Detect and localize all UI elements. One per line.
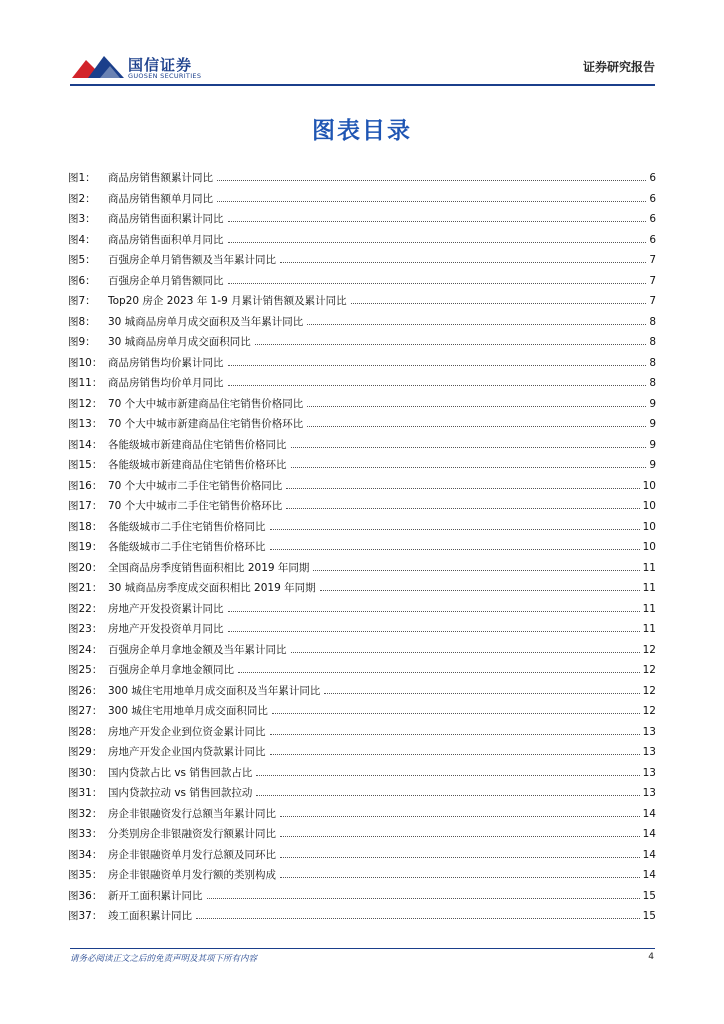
toc-entry-page: 10 [642,479,656,492]
toc-entry-title: 30 城商品房季度成交面积相比 2019 年同期 [108,582,316,594]
toc-entry-page: 7 [649,274,656,287]
toc-entry-title: 70 个大中城市新建商品住宅销售价格环比 [108,418,304,430]
toc-entry-number: 图31： [68,787,103,799]
toc-dot-leader [320,582,640,591]
toc-entry-number: 图2： [68,192,96,205]
toc-dot-leader [207,890,640,899]
toc-entry-page: 8 [649,377,656,389]
toc-dot-leader [324,685,639,694]
toc-entry[interactable] [68,683,656,704]
toc-entry[interactable] [68,826,656,847]
toc-entry-title: 分类别房企非银融资发行额累计同比 [108,828,276,840]
toc-entry-title: 房企非银融资单月发行额的类别构成 [108,869,276,881]
toc-entry-number: 图33： [68,828,103,840]
toc-entry-page: 6 [649,192,656,205]
toc-entry-page: 13 [642,787,656,799]
toc-entry-title: 70 个大中城市新建商品住宅销售价格同比 [108,397,304,410]
toc-entry-number: 图29： [68,746,103,758]
toc-entry-title: 百强房企单月拿地金额及当年累计同比 [108,643,287,656]
toc-entry-page: 7 [649,295,656,307]
toc-entry-page: 8 [649,356,656,369]
toc-entry-number: 图10： [68,356,103,369]
toc-entry-title: 商品房销售面积单月同比 [108,233,224,246]
report-type-label: 证券研究报告 [582,60,655,74]
brand-name-cn: 国信证券 [128,56,193,74]
toc-dot-leader [286,480,639,489]
toc-entry-title: 商品房销售额累计同比 [108,172,213,184]
toc-entry[interactable] [68,314,656,335]
toc-entry-page: 9 [649,397,656,410]
toc-entry-number: 图20： [68,561,103,574]
toc-entry[interactable] [68,334,656,355]
toc-entry[interactable] [68,806,656,827]
toc-entry[interactable] [68,437,656,458]
toc-entry[interactable] [68,232,656,253]
toc-entry-number: 图16： [68,479,103,492]
toc-entry-page: 13 [642,725,656,738]
toc-dot-leader [307,398,646,407]
toc-entry-title: 各能级城市新建商品住宅销售价格同比 [108,438,287,451]
toc-entry-number: 图17： [68,500,103,512]
toc-entry[interactable] [68,642,656,663]
toc-entry[interactable] [68,416,656,437]
toc-entry[interactable] [68,355,656,376]
toc-entry-page: 9 [649,418,656,430]
toc-dot-leader [291,644,640,653]
toc-entry-number: 图11： [68,377,103,389]
toc-entry-number: 图36： [68,889,103,902]
toc-entry-title: 70 个大中城市二手住宅销售价格同比 [108,479,283,492]
page-title: 图表目录 [312,118,412,144]
toc-dot-leader [217,172,646,181]
toc-entry-number: 图1： [68,172,96,184]
toc-entry-title: 百强房企单月销售额同比 [108,274,224,287]
toc-entry-page: 6 [649,213,656,225]
toc-entry[interactable] [68,601,656,622]
toc-entry-page: 11 [642,582,656,594]
toc-dot-leader [228,213,647,222]
toc-dot-leader [313,562,639,571]
toc-entry-title: 国内贷款拉动 vs 销售回款拉动 [108,787,253,799]
toc-dot-leader [280,869,640,878]
toc-entry[interactable] [68,847,656,868]
toc-entry-page: 14 [642,807,656,820]
toc-entry-title: Top20 房企 2023 年 1-9 月累计销售额及累计同比 [108,295,347,307]
toc-dot-leader [280,254,646,263]
toc-dot-leader [217,193,646,202]
toc-entry-page: 9 [649,459,656,471]
toc-entry[interactable] [68,211,656,232]
toc-entry-number: 图34： [68,848,103,861]
toc-entry-title: 30 城商品房单月成交面积同比 [108,336,251,348]
toc-entry-title: 新开工面积累计同比 [108,889,203,902]
toc-entry-number: 图14： [68,438,103,451]
toc-dot-leader [280,808,640,817]
toc-entry[interactable] [68,888,656,909]
brand-name-en: GUOSEN SECURITIES [128,72,202,80]
toc-entry[interactable] [68,293,656,314]
toc-entry-number: 图4： [68,233,96,246]
toc-entry-title: 各能级城市二手住宅销售价格环比 [108,541,266,553]
toc-entry-page: 11 [642,602,656,615]
toc-dot-leader [228,603,640,612]
toc-entry-page: 10 [642,500,656,512]
toc-entry-number: 图27： [68,705,103,717]
toc-dot-leader [270,746,640,755]
toc-entry-page: 14 [642,869,656,881]
toc-entry-title: 30 城商品房单月成交面积及当年累计同比 [108,315,304,328]
toc-dot-leader [228,275,647,284]
guosen-logo-icon [70,52,126,82]
toc-entry[interactable] [68,375,656,396]
toc-entry-title: 70 个大中城市二手住宅销售价格环比 [108,500,283,512]
toc-entry-number: 图5： [68,254,96,266]
toc-entry-title: 房企非银融资发行总额当年累计同比 [108,807,276,820]
toc-entry-number: 图8： [68,315,96,328]
toc-entry-number: 图26： [68,684,103,697]
toc-entry[interactable] [68,478,656,499]
toc-entry-title: 百强房企单月销售额及当年累计同比 [108,254,276,266]
toc-entry-page: 10 [642,520,656,533]
toc-entry-page: 9 [649,438,656,451]
toc-entry[interactable] [68,765,656,786]
toc-entry-title: 房地产开发企业到位资金累计同比 [108,725,266,738]
toc-dot-leader [280,828,640,837]
toc-dot-leader [228,357,647,366]
toc-entry-title: 百强房企单月拿地金额同比 [108,664,234,676]
toc-entry-number: 图9： [68,336,96,348]
toc-dot-leader [272,705,640,714]
toc-entry-page: 12 [642,664,656,676]
toc-dot-leader [291,439,647,448]
toc-entry-title: 各能级城市二手住宅销售价格同比 [108,520,266,533]
toc-entry[interactable] [68,560,656,581]
toc-entry[interactable] [68,539,656,560]
toc-entry-number: 图3： [68,213,96,225]
footer-disclaimer: 请务必阅读正文之后的免责声明及其项下所有内容 [70,954,258,964]
toc-entry-page: 11 [642,623,656,635]
toc-entry-title: 房地产开发投资单月同比 [108,623,224,635]
toc-dot-leader [228,377,647,386]
toc-entry-page: 7 [649,254,656,266]
toc-dot-leader [291,459,647,468]
toc-entry-page: 15 [642,910,656,922]
toc-entry[interactable] [68,170,656,191]
toc-entry[interactable] [68,621,656,642]
toc-entry-title: 全国商品房季度销售面积相比 2019 年同期 [108,561,310,574]
page-header [70,48,655,84]
toc-entry-title: 国内贷款占比 vs 销售回款占比 [108,766,253,779]
toc-dot-leader [228,234,647,243]
toc-dot-leader [307,418,646,427]
toc-entry-title: 商品房销售均价单月同比 [108,377,224,389]
toc-entry-page: 12 [642,684,656,697]
toc-entry-number: 图30： [68,766,103,779]
toc-entry-number: 图12： [68,397,103,410]
toc-entry-page: 14 [642,848,656,861]
toc-entry-title: 竣工面积累计同比 [108,910,192,922]
toc-dot-leader [228,623,640,632]
header-divider [70,84,655,86]
toc-entry[interactable] [68,273,656,294]
toc-entry-number: 图37： [68,910,103,922]
toc-entry-number: 图18： [68,520,103,533]
toc-entry-title: 300 城住宅用地单月成交面积同比 [108,705,268,717]
toc-dot-leader [351,295,647,304]
toc-entry-page: 6 [649,172,656,184]
toc-dot-leader [256,767,639,776]
page-number: 4 [648,952,654,962]
toc-entry[interactable] [68,191,656,212]
toc-entry-number: 图28： [68,725,103,738]
toc-entry[interactable] [68,785,656,806]
toc-entry-title: 房地产开发企业国内贷款累计同比 [108,746,266,758]
toc-entry[interactable] [68,703,656,724]
toc-entry-page: 11 [642,561,656,574]
toc-dot-leader [256,787,639,796]
toc-entry-number: 图19： [68,541,103,553]
toc-entry-page: 14 [642,828,656,840]
toc-entry[interactable] [68,396,656,417]
toc-entry-page: 8 [649,336,656,348]
toc-dot-leader [270,726,640,735]
toc-entry[interactable] [68,724,656,745]
toc-dot-leader [270,541,640,550]
toc-dot-leader [286,500,639,509]
toc-entry-number: 图25： [68,664,103,676]
toc-entry[interactable] [68,252,656,273]
toc-dot-leader [280,849,640,858]
toc-dot-leader [255,336,647,345]
toc-dot-leader [307,316,646,325]
toc-entry-page: 12 [642,643,656,656]
toc-entry[interactable] [68,519,656,540]
toc-entry-title: 房地产开发投资累计同比 [108,602,224,615]
toc-entry[interactable] [68,580,656,601]
toc-entry[interactable] [68,908,656,929]
toc-entry[interactable] [68,498,656,519]
toc-entry-number: 图6： [68,274,96,287]
toc-dot-leader [196,910,640,919]
toc-entry-title: 商品房销售面积累计同比 [108,213,224,225]
toc-dot-leader [238,664,640,673]
toc-entry-page: 13 [642,766,656,779]
toc-entry-title: 房企非银融资单月发行总额及同环比 [108,848,276,861]
toc-entry-number: 图32： [68,807,103,820]
toc-entry-number: 图7： [68,295,96,307]
toc-entry-page: 10 [642,541,656,553]
toc-entry-page: 8 [649,315,656,328]
toc-entry-title: 各能级城市新建商品住宅销售价格环比 [108,459,287,471]
toc-entry[interactable] [68,457,656,478]
toc-entry-number: 图35： [68,869,103,881]
toc-entry-number: 图24： [68,643,103,656]
toc-entry-number: 图22： [68,602,103,615]
toc-entry[interactable] [68,744,656,765]
toc-entry-page: 6 [649,233,656,246]
toc-entry[interactable] [68,662,656,683]
toc-entry-number: 图21： [68,582,103,594]
toc-dot-leader [270,521,640,530]
toc-entry-page: 13 [642,746,656,758]
toc-entry-number: 图23： [68,623,103,635]
toc-entry-title: 商品房销售额单月同比 [108,192,213,205]
toc-entry-page: 12 [642,705,656,717]
footer-divider [70,948,655,949]
figure-index-list [68,170,656,929]
toc-entry-title: 300 城住宅用地单月成交面积及当年累计同比 [108,684,321,697]
toc-entry-number: 图15： [68,459,103,471]
toc-entry-page: 15 [642,889,656,902]
toc-entry-title: 商品房销售均价累计同比 [108,356,224,369]
toc-entry[interactable] [68,867,656,888]
toc-entry-number: 图13： [68,418,103,430]
